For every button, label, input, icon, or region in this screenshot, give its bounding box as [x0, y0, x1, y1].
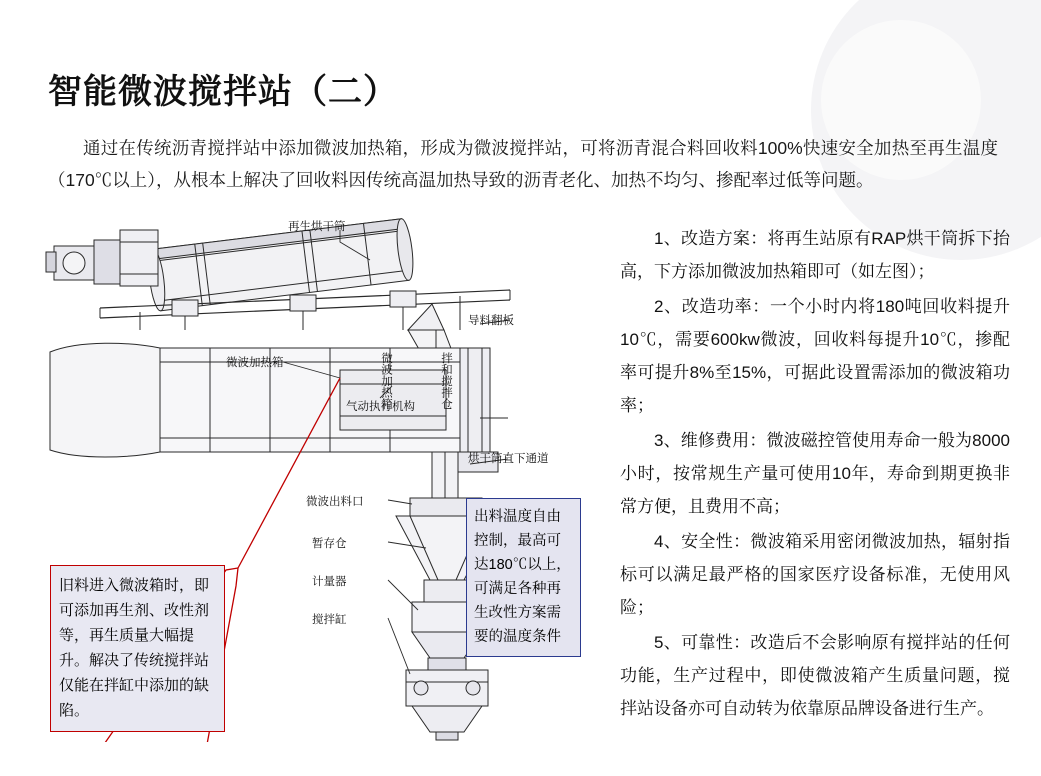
label-pneumatic-actuator: 气动执行机构: [346, 401, 415, 413]
label-microwave-box: 微波加热箱: [226, 357, 284, 369]
label-dryer-drum: 再生烘干筒: [288, 221, 346, 233]
label-temp-storage: 暂存仓: [312, 538, 347, 550]
label-guide-plate: 导料翻板: [468, 315, 514, 327]
point-5: 5、可靠性：改造后不会影响原有搅拌站的任何功能，生产过程中，即使微波箱产生质量问题，搅拌站设备亦可自动转为依靠原品牌设备进行生产。: [620, 633, 1010, 718]
points-column: [620, 222, 1010, 727]
intro-paragraph: 通过在传统沥青搅拌站中添加微波加热箱，形成为微波搅拌站，可将沥青混合料回收料100%快速安全加热至再生温度（170℃以上），从根本上解决了回收料因传统高温加热导致的沥青老化、加热不均匀、掺配率过低等问题。: [48, 138, 998, 190]
point-3: 3、维修费用：微波磁控管使用寿命一般为8000小时，按常规生产量可使用10年，寿命到期更换非常方便，且费用不高；: [620, 431, 1010, 516]
point-1: 1、改造方案：将再生站原有RAP烘干筒拆下抬高，下方添加微波加热箱即可（如左图）；: [620, 229, 1010, 281]
label-weigh-hopper: 计量器: [312, 576, 347, 588]
label-mixing-bin-vertical: 拌和搅拌仓: [440, 352, 452, 410]
label-microwave-outlet: 微波出料口: [306, 496, 364, 508]
note-blue-callout: 出料温度自由控制，最高可达180℃以上，可满足各种再生改性方案需要的温度条件: [466, 498, 581, 657]
label-under-drum-channel: 烘干筒直下通道: [468, 453, 549, 465]
point-4: 4、安全性：微波箱采用密闭微波加热，辐射指标可以满足最严格的国家医疗设备标准，无使用风险；: [620, 532, 1010, 617]
label-mixing-cylinder: 搅拌缸: [312, 614, 347, 626]
point-2: 2、改造功率：一个小时内将180吨回收料提升10℃，需要600kw微波，回收料每提升10℃，掺配率可提升8%至15%，可据此设置需添加的微波箱功率；: [620, 297, 1010, 415]
page-title: 智能微波搅拌站（二）: [48, 73, 398, 111]
label-microwave-box-vertical: 微波加热箱: [380, 352, 392, 410]
note-red-callout: 旧料进入微波箱时，即可添加再生剂、改性剂等，再生质量大幅提升。解决了传统搅拌站仅能在拌缸中添加的缺陷。: [50, 565, 225, 732]
